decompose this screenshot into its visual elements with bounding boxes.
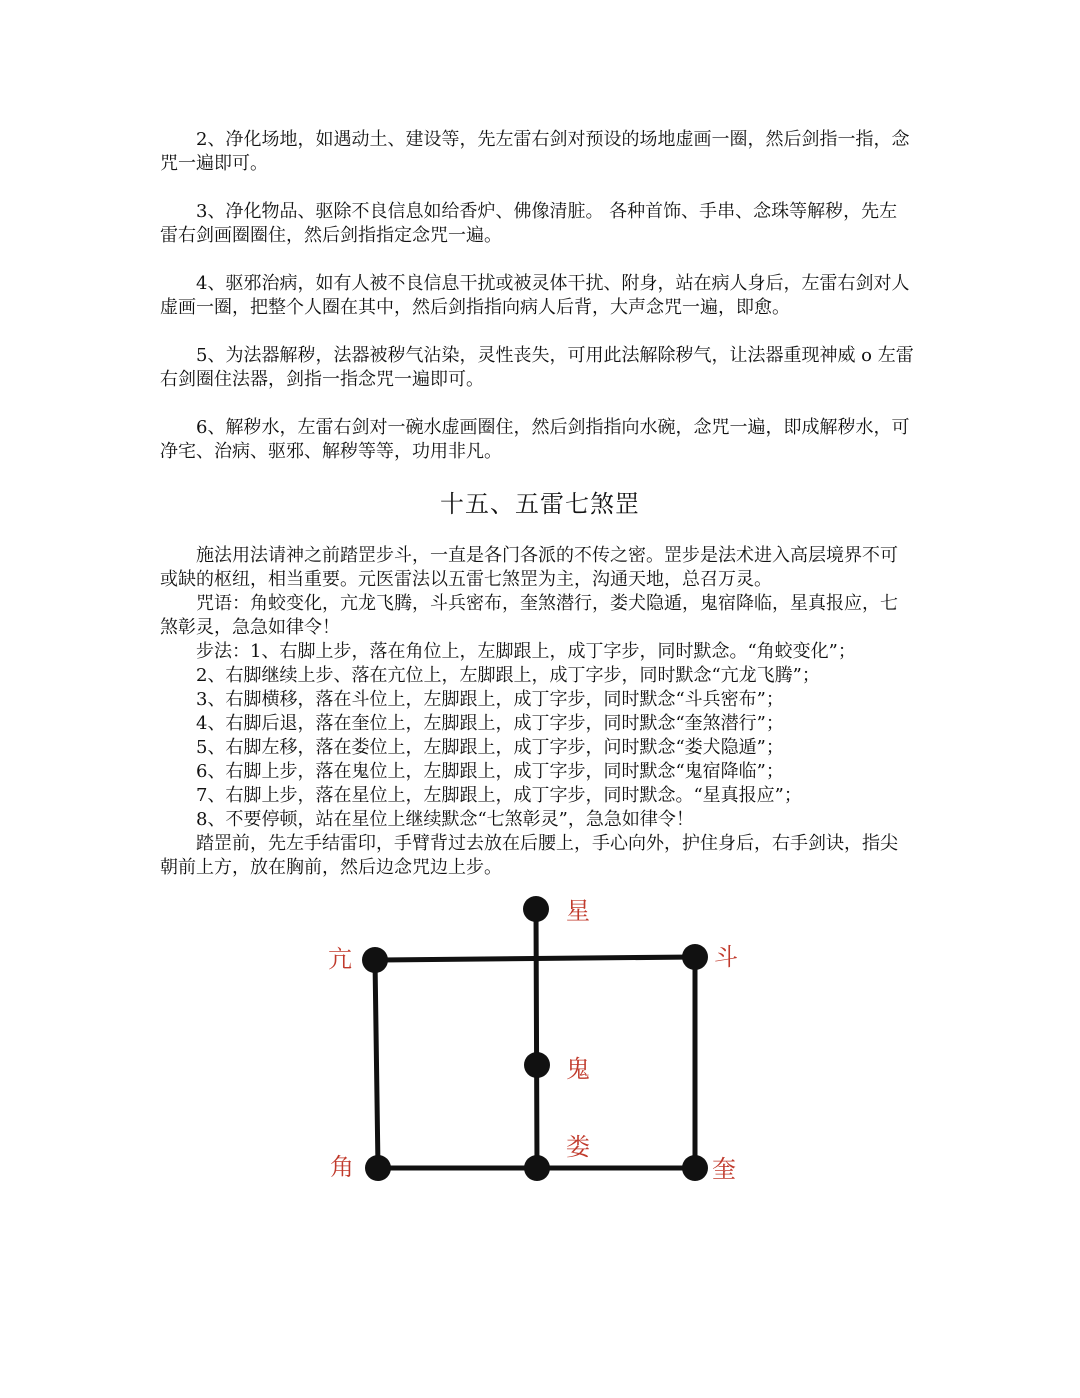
paragraph-2-line1: 2、净化场地，如遇动土、建设等，先左雷右剑对预设的场地虚画一圈，然后剑指一指，念 — [196, 129, 910, 150]
label-jiao: 角 — [330, 1153, 354, 1181]
step-1: 步法：1、右脚上步，落在角位上，左脚跟上，成丁字步，同时默念。“角蛟变化”； — [196, 641, 856, 662]
diagram-lines — [375, 909, 695, 1168]
intro-line2: 或缺的枢纽，相当重要。元医雷法以五雷七煞罡为主，沟通天地，总召万灵。 — [160, 569, 772, 590]
label-kui: 奎 — [712, 1155, 736, 1183]
paragraph-2-line2: 咒一遍即可。 — [160, 153, 268, 174]
paragraph-3 — [160, 200, 920, 248]
intro-paragraph — [160, 544, 920, 592]
label-dou: 斗 — [714, 943, 738, 971]
paragraph-6 — [160, 416, 920, 464]
step-diagram — [300, 885, 780, 1205]
paragraph-4-line2: 虚画一圈，把整个人圈在其中，然后剑指指向病人后背，大声念咒一遍，即愈。 — [160, 297, 790, 318]
paragraph-2 — [160, 128, 920, 176]
paragraph-5 — [160, 344, 920, 392]
paragraph-5-line2: 右剑圈住法器，剑指一指念咒一遍即可。 — [160, 369, 484, 390]
node-xing — [523, 896, 549, 922]
section-title: 十五、五雷七煞罡 — [440, 490, 640, 518]
diagram-labels — [328, 897, 738, 1183]
paragraph-5-line1: 5、为法器解秽，法器被秽气沾染，灵性丧失，可用此法解除秽气，让法器重现神威 o 左雷 — [196, 345, 914, 366]
stance-line2: 朝前上方，放在胸前，然后边念咒边上步。 — [160, 857, 502, 878]
paragraph-4-line1: 4、驱邪治病，如有人被不良信息干扰或被灵体干扰、附身，站在病人身后，左雷右剑对人 — [196, 273, 910, 294]
node-dou — [682, 944, 708, 970]
node-kang — [362, 947, 388, 973]
incantation-line2: 煞彰灵，急急如律令！ — [160, 617, 340, 638]
paragraph-4 — [160, 272, 920, 320]
node-gui — [524, 1052, 550, 1078]
stance-paragraph — [160, 832, 920, 880]
paragraph-3-line2: 雷右剑画圈圈住，然后剑指指定念咒一遍。 — [160, 225, 502, 246]
stance-line1: 踏罡前，先左手结雷印，手臂背过去放在后腰上，手心向外，护住身后，右手剑诀，指尖 — [196, 833, 898, 854]
paragraph-6-line2: 净宅、治病、驱邪、解秽等等，功用非凡。 — [160, 441, 502, 462]
label-gui: 鬼 — [566, 1055, 590, 1083]
step-7: 7、右脚上步，落在星位上，左脚跟上，成丁字步，同时默念。“星真报应”； — [196, 785, 802, 806]
node-jiao — [365, 1155, 391, 1181]
label-lou: 娄 — [566, 1133, 590, 1161]
intro-line1: 施法用法请神之前踏罡步斗，一直是各门各派的不传之密。罡步是法术进入高层境界不可 — [196, 545, 898, 566]
incantation-paragraph — [160, 592, 920, 640]
step-6: 6、右脚上步，落在鬼位上，左脚跟上，成丁字步，同时默念“鬼宿降临”； — [196, 761, 784, 782]
step-3: 3、右脚横移，落在斗位上，左脚跟上，成丁字步，同时默念“斗兵密布”； — [196, 689, 784, 710]
node-lou — [524, 1155, 550, 1181]
label-xing: 星 — [566, 897, 590, 925]
paragraph-6-line1: 6、解秽水，左雷右剑对一碗水虚画圈住，然后剑指指向水碗，念咒一遍，即成解秽水，可 — [196, 417, 910, 438]
node-kui — [682, 1155, 708, 1181]
step-4: 4、右脚后退，落在奎位上，左脚跟上，成丁字步，同时默念“奎煞潜行”； — [196, 713, 784, 734]
left-line — [375, 960, 378, 1168]
step-8: 8、不要停顿，站在星位上继续默念“七煞彰灵”，急急如律令！ — [196, 809, 694, 830]
center-line — [536, 909, 537, 1168]
paragraph-3-line1: 3、净化物品、驱除不良信息如给香炉、佛像清脏。 各种首饰、手串、念珠等解秽，先左 — [196, 201, 898, 222]
step-5: 5、右脚左移，落在娄位上，左脚跟上，成丁字步，问时默念“娄犬隐遁”； — [196, 737, 784, 758]
label-kang: 亢 — [328, 945, 352, 973]
incantation-line1: 咒语：角蛟变化，亢龙飞腾，斗兵密布，奎煞潜行，娄犬隐遁，鬼宿降临，星真报应，七 — [196, 593, 898, 614]
step-2: 2、右脚继续上步、落在亢位上，左脚跟上，成丁字步，同时默念“亢龙飞腾”； — [196, 665, 820, 686]
